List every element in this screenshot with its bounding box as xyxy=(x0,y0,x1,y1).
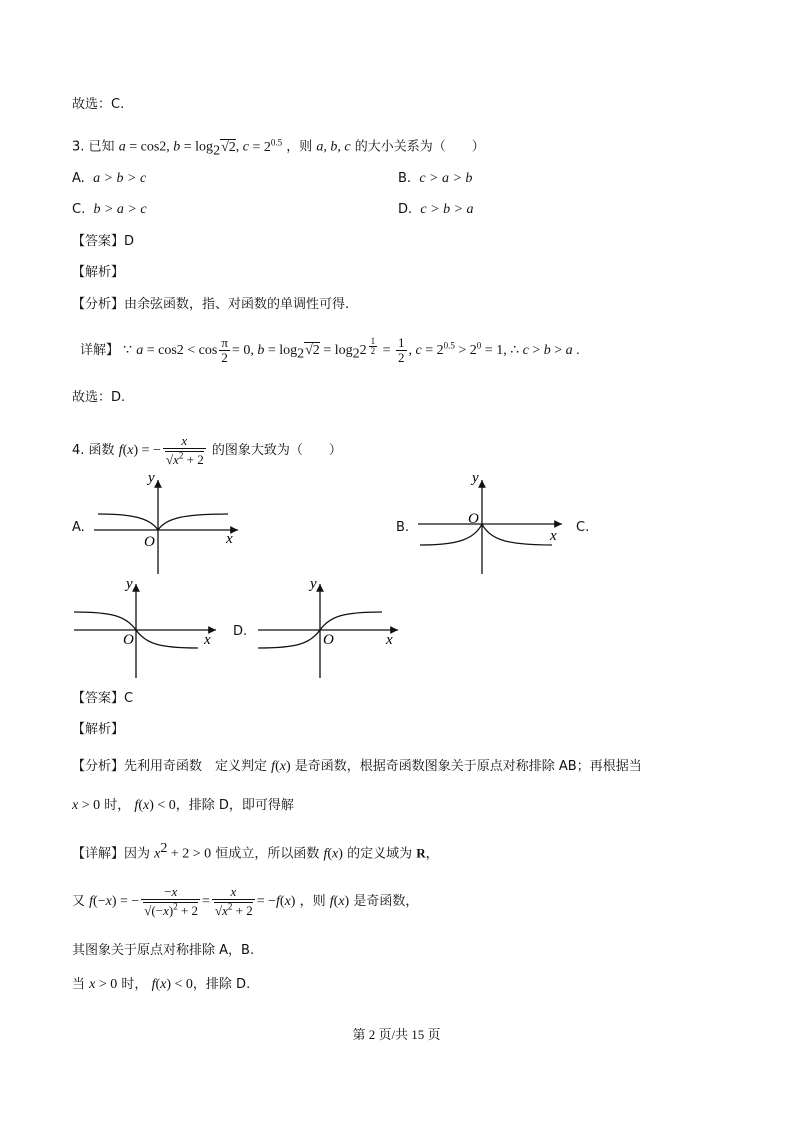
q3-analysis-header: 【解析】 xyxy=(72,265,125,280)
q4-answer: 【答案】C xyxy=(72,691,134,706)
q3-middle: ，则 xyxy=(286,139,313,155)
q3-option-d: D. c > b > a xyxy=(398,202,474,217)
q4-graph-a xyxy=(92,472,242,576)
q4-detail-line3: 其图象关于原点对称排除 A，B. xyxy=(72,943,255,958)
svg-text:O: O xyxy=(468,511,479,527)
svg-text:x: x xyxy=(386,632,393,648)
q4-stem: 4. 函数 f(x) = − $\frac{x}{√x^2 + 2}$ 的图象大致为（ ） xyxy=(72,433,342,468)
q4-detail-line1: 【详解】因为 $x^2 + 2 > 0$ 恒成立，所以函数 f(x) 的定义域为 R， xyxy=(72,841,439,862)
q3-final: 故选：D. xyxy=(72,390,126,405)
q3-fenxi: 【分析】由余弦函数，指、对函数的单调性可得. xyxy=(72,297,350,312)
svg-text:y: y xyxy=(310,576,317,592)
axis-y-label: y xyxy=(148,470,155,486)
q4-graph-c xyxy=(72,576,222,680)
q3-prefix: 已知 xyxy=(88,139,115,155)
q4-fenxi-line1: 【分析】先利用奇函数 定义判定 f(x) 是奇函数，根据奇函数图象关于原点对称排除 AB；再根据当 xyxy=(72,759,642,774)
q3-option-a: A. a > b > c xyxy=(72,171,147,186)
page-footer: 第 2 页/共 15 页 xyxy=(352,1027,441,1042)
svg-text:x: x xyxy=(204,632,211,648)
q4-option-a-label: A. xyxy=(72,520,85,535)
q3-suffix: 的大小关系为（ ） xyxy=(354,139,485,155)
svg-text:y: y xyxy=(126,576,133,592)
q4-analysis-header: 【解析】 xyxy=(72,722,125,737)
q4-fenxi-line2: x > 0 时， f(x) < 0，排除 D，即可得解 xyxy=(72,798,294,813)
q3-given: a xyxy=(118,139,126,155)
axis-x-label: x xyxy=(226,531,233,547)
svg-text:O: O xyxy=(323,632,334,648)
q3-number: 3. xyxy=(72,139,85,155)
q4-option-c-label: C. xyxy=(576,520,590,535)
q4-graph-b xyxy=(416,472,566,576)
q4-detail-line4: 当 x > 0 时， f(x) < 0，排除 D. xyxy=(72,977,251,992)
q4-option-b-label: B. xyxy=(396,520,410,535)
svg-text:y: y xyxy=(472,470,479,486)
q3-option-b: B. c > a > b xyxy=(398,171,473,186)
svg-text:x: x xyxy=(550,528,557,544)
q3-detail: 详解】 ∵ a = cos2 < cos $\frac{\pi}{2}$ = 0, $b = \log_2√2 = \log_22$ $^{\frac{1}{2}}$ = $\frac{1}{2}$ , $c = 2^{0.5} > 2^0 = 1$, ∴ c > b > a . xyxy=(80,335,580,365)
svg-text:O: O xyxy=(123,632,134,648)
q3-option-c: C. b > a > c xyxy=(72,202,147,217)
q3-stem: 3. 已知 a = cos2, $b = \log_2√2$, $c = 2^{0.5}$ ，则 a, b, c 的大小关系为（ ） xyxy=(72,137,485,159)
q4-option-d-label: D. xyxy=(233,624,248,639)
prev-answer-line: 故选：C. xyxy=(72,97,125,112)
q4-detail-line2: 又 f(−x) = − $\frac{-x}{√(-x)^2 + 2}$ = $\frac{x}{√x^2 + 2}$ = −f(x) ，则 f(x) 是奇函数， xyxy=(72,884,419,919)
origin-label: O xyxy=(144,534,155,550)
q3-answer: 【答案】D xyxy=(72,234,135,249)
q3-vars: a, b, c xyxy=(316,139,351,155)
q4-graph-d xyxy=(256,576,406,680)
